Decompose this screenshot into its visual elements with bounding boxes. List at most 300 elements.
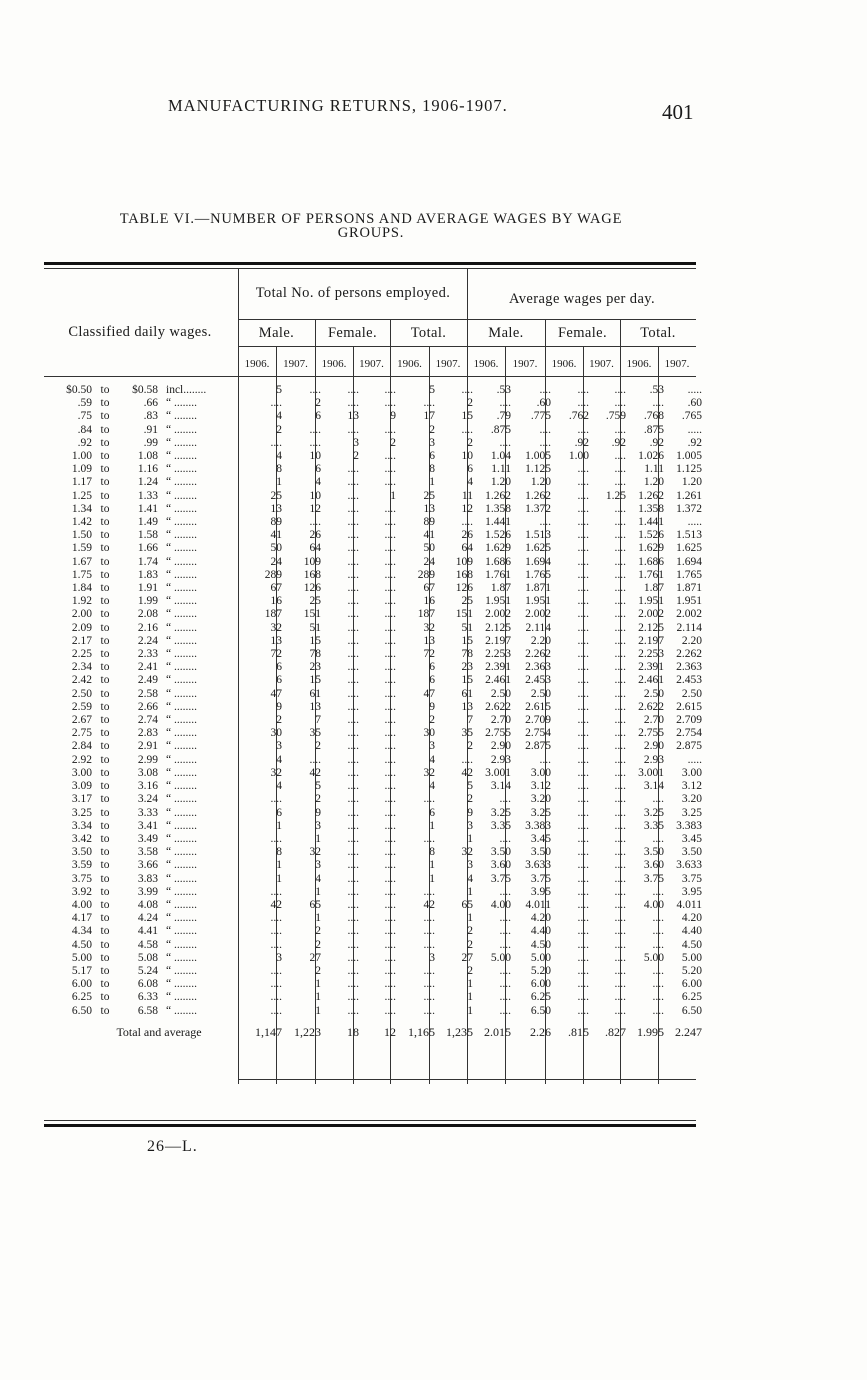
table-row (44, 912, 704, 925)
table-cell: 8 (276, 846, 282, 859)
table-cell: 23 (309, 661, 321, 674)
table-cell: 3.00 (681, 766, 702, 779)
table-cell: .... (577, 912, 589, 925)
table-cell: 1.629 (638, 542, 664, 555)
table-cell: .92 (611, 436, 626, 449)
table-cell: .... (384, 832, 396, 845)
wage-range-from: .75 (77, 410, 92, 423)
table-cell: .... (384, 727, 396, 740)
wage-range-from: 1.92 (71, 595, 92, 608)
wage-range-from: 3.92 (71, 885, 92, 898)
table-cell: 1 (276, 819, 282, 832)
table-cell: 42 (423, 898, 435, 911)
table-cell: 1 (276, 476, 282, 489)
table-cell: .... (423, 885, 435, 898)
table-cell: 12 (309, 502, 321, 515)
wage-range-upto: 1.58 (137, 529, 158, 542)
wage-range-rest: “ ........ (166, 846, 197, 859)
table-cell: .... (347, 568, 359, 581)
table-cell: 10 (309, 450, 321, 463)
wage-range-cell (44, 476, 246, 489)
wage-range-rest: “ ........ (166, 489, 197, 502)
table-cell: 3 (429, 740, 435, 753)
table-cell: 15 (461, 634, 473, 647)
wage-range-from: 1.09 (71, 463, 92, 476)
table-cell: 11 (461, 489, 473, 502)
table-cell: 2 (467, 938, 473, 951)
table-cell: .... (384, 423, 396, 436)
total-cell: 18 (347, 1025, 359, 1039)
table-cell: 289 (417, 568, 435, 581)
table-cell: .... (423, 991, 435, 1004)
table-cell: 2 (353, 450, 359, 463)
table-cell: 109 (303, 555, 321, 568)
table-cell: 3.95 (530, 885, 551, 898)
year-heading: 1906. (397, 358, 422, 370)
table-cell: 2.875 (676, 740, 702, 753)
wage-range-to: to (100, 846, 110, 859)
wage-range-cell (44, 859, 246, 872)
wage-range-cell (44, 899, 246, 912)
wage-range-upto: $0.58 (132, 384, 158, 396)
table-cell: 2 (467, 436, 473, 449)
table-cell: 5.00 (681, 951, 702, 964)
wage-range-rest: “ ........ (166, 595, 197, 608)
table-cell: .... (347, 819, 359, 832)
table-cell: .... (347, 898, 359, 911)
table-cell: .... (577, 806, 589, 819)
wage-range-to: to (100, 925, 110, 938)
wage-range-to: to (100, 489, 110, 502)
table-cell: .... (614, 806, 626, 819)
wage-range-to: to (100, 542, 110, 555)
table-cell: 1.526 (638, 529, 664, 542)
table-cell: 4.20 (530, 912, 551, 925)
table-cell: 1 (467, 978, 473, 991)
wage-range-upto: 1.41 (137, 502, 158, 515)
table-cell: .... (309, 753, 321, 766)
wage-range-rest: “ ........ (166, 674, 197, 687)
table-cell: 3 (429, 436, 435, 449)
table-cell: .... (384, 450, 396, 463)
table-row (44, 516, 704, 529)
table-cell: 2.20 (681, 634, 702, 647)
total-cell: 2.247 (675, 1025, 702, 1039)
wage-range-cell (44, 952, 246, 965)
table-cell: 6 (276, 661, 282, 674)
wage-range-cell (44, 912, 246, 925)
table-cell: 4.20 (681, 912, 702, 925)
table-cell: .... (614, 542, 626, 555)
table-cell: ..... (687, 423, 702, 436)
table-title (46, 212, 696, 240)
total-cell: .827 (605, 1025, 626, 1039)
table-cell: 2 (429, 714, 435, 727)
table-cell: 1 (429, 859, 435, 872)
table-cell: .... (347, 859, 359, 872)
table-cell: 2.262 (525, 648, 551, 661)
table-cell: .... (614, 925, 626, 938)
year-heading: 1907. (359, 358, 384, 370)
wage-range-to: to (100, 978, 110, 991)
table-cell: .... (614, 502, 626, 515)
table-cell: 42 (309, 766, 321, 779)
table-row (44, 978, 704, 991)
wage-range-cell (44, 424, 246, 437)
table-cell: 25 (309, 595, 321, 608)
table-cell: 5.20 (530, 964, 551, 977)
wage-range-to: to (100, 529, 110, 542)
table-cell: .... (577, 423, 589, 436)
table-cell: 3 (467, 819, 473, 832)
table-cell: .... (499, 925, 511, 938)
table-cell: .... (347, 766, 359, 779)
table-cell: 3 (315, 819, 321, 832)
table-cell: .... (384, 951, 396, 964)
table-cell: 2.90 (490, 740, 511, 753)
table-cell: 3.75 (681, 872, 702, 885)
wage-range-upto: 2.16 (137, 621, 158, 634)
table-cell: .... (309, 436, 321, 449)
table-cell: .... (499, 978, 511, 991)
wage-range-cell (44, 991, 246, 1004)
wage-range-rest: “ ........ (166, 1004, 197, 1017)
table-cell: 3.25 (490, 806, 511, 819)
table-cell: 3.50 (490, 846, 511, 859)
table-cell: 89 (423, 516, 435, 529)
table-row (44, 754, 704, 767)
table-cell: 32 (270, 621, 282, 634)
table-cell: 1.20 (490, 476, 511, 489)
table-cell: 1.262 (485, 489, 511, 502)
wage-range-cell (44, 661, 246, 674)
table-cell: .... (614, 846, 626, 859)
table-cell: 2.615 (525, 700, 551, 713)
wage-range-cell (44, 754, 246, 767)
table-cell: 2.002 (525, 608, 551, 621)
table-cell: 2 (429, 423, 435, 436)
table-cell: .... (384, 859, 396, 872)
table-row (44, 410, 704, 423)
table-cell: .... (384, 793, 396, 806)
table-cell: 8 (276, 463, 282, 476)
table-cell: 1 (467, 885, 473, 898)
table-cell: .... (384, 463, 396, 476)
wage-range-cell (44, 635, 246, 648)
table-cell: 4 (315, 476, 321, 489)
table-cell: 6 (429, 661, 435, 674)
table-cell: .... (652, 964, 664, 977)
table-cell: .... (347, 832, 359, 845)
table-cell: 126 (303, 582, 321, 595)
table-cell: 1.761 (485, 568, 511, 581)
table-cell: .... (652, 991, 664, 1004)
total-cell: 1,223 (294, 1025, 321, 1039)
wage-range-cell (44, 503, 246, 516)
table-cell: 9 (276, 700, 282, 713)
wage-range-upto: 1.83 (137, 568, 158, 581)
table-cell: 2 (276, 714, 282, 727)
table-row (44, 939, 704, 952)
table-cell: .... (614, 819, 626, 832)
table-cell: .... (499, 397, 511, 410)
table-cell: 2.197 (485, 634, 511, 647)
table-cell: .... (577, 516, 589, 529)
table-cell: 61 (309, 687, 321, 700)
table-cell: 2.70 (490, 714, 511, 727)
table-cell: 41 (270, 529, 282, 542)
wage-range-from: 2.50 (71, 687, 92, 700)
wage-range-from: 3.00 (71, 766, 92, 779)
wage-range-cell (44, 820, 246, 833)
wages-total-header: Total. (640, 325, 676, 341)
table-cell: .... (270, 436, 282, 449)
table-cell: .... (384, 1004, 396, 1017)
table-cell: 2.615 (676, 700, 702, 713)
wage-range-cell (44, 807, 246, 820)
table-cell: .775 (530, 410, 551, 423)
table-cell: .... (499, 1004, 511, 1017)
table-cell: 4.40 (530, 925, 551, 938)
total-divider (238, 1079, 696, 1080)
table-cell: .... (614, 938, 626, 951)
table-row (44, 740, 704, 753)
persons-total-header: Total. (410, 325, 447, 341)
wage-range-upto: 5.24 (137, 964, 158, 977)
table-cell: .... (577, 780, 589, 793)
table-cell: 1.11 (491, 463, 511, 476)
table-cell: .... (347, 753, 359, 766)
table-cell: 32 (309, 846, 321, 859)
table-cell: 2.755 (485, 727, 511, 740)
wage-groups-table (44, 384, 704, 1039)
wage-range-upto: 4.24 (137, 912, 158, 925)
table-cell: .... (384, 397, 396, 410)
table-cell: 4 (429, 780, 435, 793)
signature-mark: 26—L. (147, 1138, 198, 1155)
table-cell: 126 (455, 582, 473, 595)
wage-range-rest: incl........ (166, 384, 207, 396)
table-cell: .... (347, 740, 359, 753)
table-cell: 35 (309, 727, 321, 740)
table-cell: 6 (467, 463, 473, 476)
wage-range-upto: 2.58 (137, 687, 158, 700)
wage-range-from: 5.17 (71, 964, 92, 977)
table-cell: 2.002 (485, 608, 511, 621)
table-cell: 2.50 (681, 687, 702, 700)
table-row (44, 529, 704, 542)
table-cell: 1.686 (485, 555, 511, 568)
table-cell: .... (577, 529, 589, 542)
wage-range-upto: 6.58 (137, 1004, 158, 1017)
wage-range-cell (44, 978, 246, 991)
table-cell: 3.60 (643, 859, 664, 872)
table-cell: .... (347, 912, 359, 925)
table-cell: .... (577, 502, 589, 515)
table-cell: 3.50 (530, 846, 551, 859)
table-cell: 1 (315, 912, 321, 925)
table-cell: 2.253 (485, 648, 511, 661)
table-cell: .... (270, 912, 282, 925)
table-cell: 1.20 (530, 476, 551, 489)
table-cell: .... (614, 384, 626, 396)
stub-header: Classified daily wages. (68, 324, 212, 340)
wage-range-upto: 3.16 (137, 780, 158, 793)
table-cell: .... (577, 978, 589, 991)
table-cell: .... (614, 661, 626, 674)
table-cell: .... (347, 595, 359, 608)
table-cell: 4 (467, 872, 473, 885)
table-cell: .... (384, 502, 396, 515)
table-cell: .... (499, 964, 511, 977)
wage-range-from: 2.59 (71, 700, 92, 713)
table-cell: 2 (315, 938, 321, 951)
table-cell: 1.20 (681, 476, 702, 489)
table-cell: .... (384, 938, 396, 951)
table-cell: .60 (536, 397, 551, 410)
table-cell: 50 (423, 542, 435, 555)
table-cell: .... (499, 832, 511, 845)
table-cell: .... (423, 938, 435, 951)
table-cell: .... (384, 568, 396, 581)
table-cell: 50 (270, 542, 282, 555)
wage-range-cell (44, 701, 246, 714)
table-cell: .... (347, 489, 359, 502)
table-cell: 1.625 (676, 542, 702, 555)
table-cell: 1 (315, 885, 321, 898)
table-cell: 27 (461, 951, 473, 964)
table-cell: .... (423, 912, 435, 925)
table-cell: 17 (423, 410, 435, 423)
wage-range-to: to (100, 991, 110, 1004)
wage-range-upto: 1.08 (137, 450, 158, 463)
year-heading: 1906. (244, 358, 270, 370)
wages-female-header: Female. (557, 325, 608, 341)
table-cell: 3.25 (643, 806, 664, 819)
table-cell: .... (384, 740, 396, 753)
table-cell: .... (652, 912, 664, 925)
table-cell: 1.694 (676, 555, 702, 568)
table-cell: .... (577, 727, 589, 740)
table-cell: .... (577, 608, 589, 621)
table-row (44, 463, 704, 476)
table-cell: 1.951 (638, 595, 664, 608)
table-cell: 4.011 (525, 898, 551, 911)
wage-range-cell (44, 595, 246, 608)
table-cell: .... (270, 991, 282, 1004)
table-cell: .... (614, 397, 626, 410)
wage-range-cell (44, 450, 246, 463)
wage-range-rest: “ ........ (166, 964, 197, 977)
total-cell: 2.015 (484, 1025, 511, 1039)
table-cell: .... (614, 780, 626, 793)
header-divider-3 (44, 376, 696, 377)
table-cell: 2.002 (638, 608, 664, 621)
wage-range-to: to (100, 595, 110, 608)
table-cell: 23 (461, 661, 473, 674)
wage-range-to: to (100, 898, 110, 911)
table-cell: 7 (467, 714, 473, 727)
table-row (44, 635, 704, 648)
wage-range-upto: 2.74 (137, 714, 158, 727)
total-cell: 1.995 (637, 1025, 664, 1039)
table-cell: .... (384, 819, 396, 832)
wage-range-to: to (100, 766, 110, 779)
table-cell: 2.20 (530, 634, 551, 647)
table-cell: 2.93 (490, 753, 511, 766)
table-cell: 3.75 (530, 872, 551, 885)
table-cell: .... (384, 595, 396, 608)
table-cell: .... (614, 859, 626, 872)
table-row (44, 661, 704, 674)
wage-range-rest: “ ........ (166, 766, 197, 779)
table-cell: 4 (276, 780, 282, 793)
wage-range-upto: 2.83 (137, 727, 158, 740)
table-cell: 9 (467, 806, 473, 819)
table-row (44, 437, 704, 450)
table-cell: .... (614, 621, 626, 634)
table-cell: 3.12 (681, 780, 702, 793)
table-cell: .... (577, 621, 589, 634)
table-cell: .... (384, 885, 396, 898)
table-cell: .... (384, 542, 396, 555)
table-row (44, 569, 704, 582)
table-cell: .... (614, 687, 626, 700)
wage-range-upto: 3.83 (137, 872, 158, 885)
table-cell: 3.75 (490, 872, 511, 885)
wage-range-upto: 1.91 (137, 582, 158, 595)
table-cell: 4 (276, 410, 282, 423)
wage-range-rest: “ ........ (166, 410, 197, 423)
wage-range-rest: “ ........ (166, 819, 197, 832)
table-cell: 3.001 (638, 766, 664, 779)
table-cell: 2.461 (485, 674, 511, 687)
wage-range-rest: “ ........ (166, 516, 197, 529)
total-cell: 1,235 (446, 1025, 473, 1039)
table-cell: 1.005 (676, 450, 702, 463)
table-cell: 3.50 (643, 846, 664, 859)
table-cell: .... (347, 423, 359, 436)
table-cell: .... (614, 423, 626, 436)
table-cell: 1.526 (485, 529, 511, 542)
table-row (44, 727, 704, 740)
wage-range-rest: “ ........ (166, 423, 197, 436)
table-cell: 67 (270, 582, 282, 595)
table-cell: .762 (568, 410, 589, 423)
table-cell: .... (270, 964, 282, 977)
table-cell: 2.253 (638, 648, 664, 661)
wage-range-upto: 3.33 (137, 806, 158, 819)
table-cell: .... (577, 872, 589, 885)
wage-range-rest: “ ........ (166, 753, 197, 766)
table-cell: 2 (467, 964, 473, 977)
table-cell: 25 (270, 489, 282, 502)
table-body (44, 384, 704, 1039)
table-cell: 1.871 (525, 582, 551, 595)
year-heading: 1906. (321, 358, 347, 370)
table-cell: 2.453 (676, 674, 702, 687)
table-cell: .... (652, 978, 664, 991)
table-cell: .... (614, 753, 626, 766)
wage-range-to: to (100, 502, 110, 515)
table-cell: 1.694 (525, 555, 551, 568)
table-cell: .... (384, 912, 396, 925)
table-cell: .... (577, 925, 589, 938)
wage-range-cell (44, 463, 246, 476)
wage-range-to: to (100, 859, 110, 872)
table-cell: 2.363 (676, 661, 702, 674)
table-cell: 32 (423, 621, 435, 634)
